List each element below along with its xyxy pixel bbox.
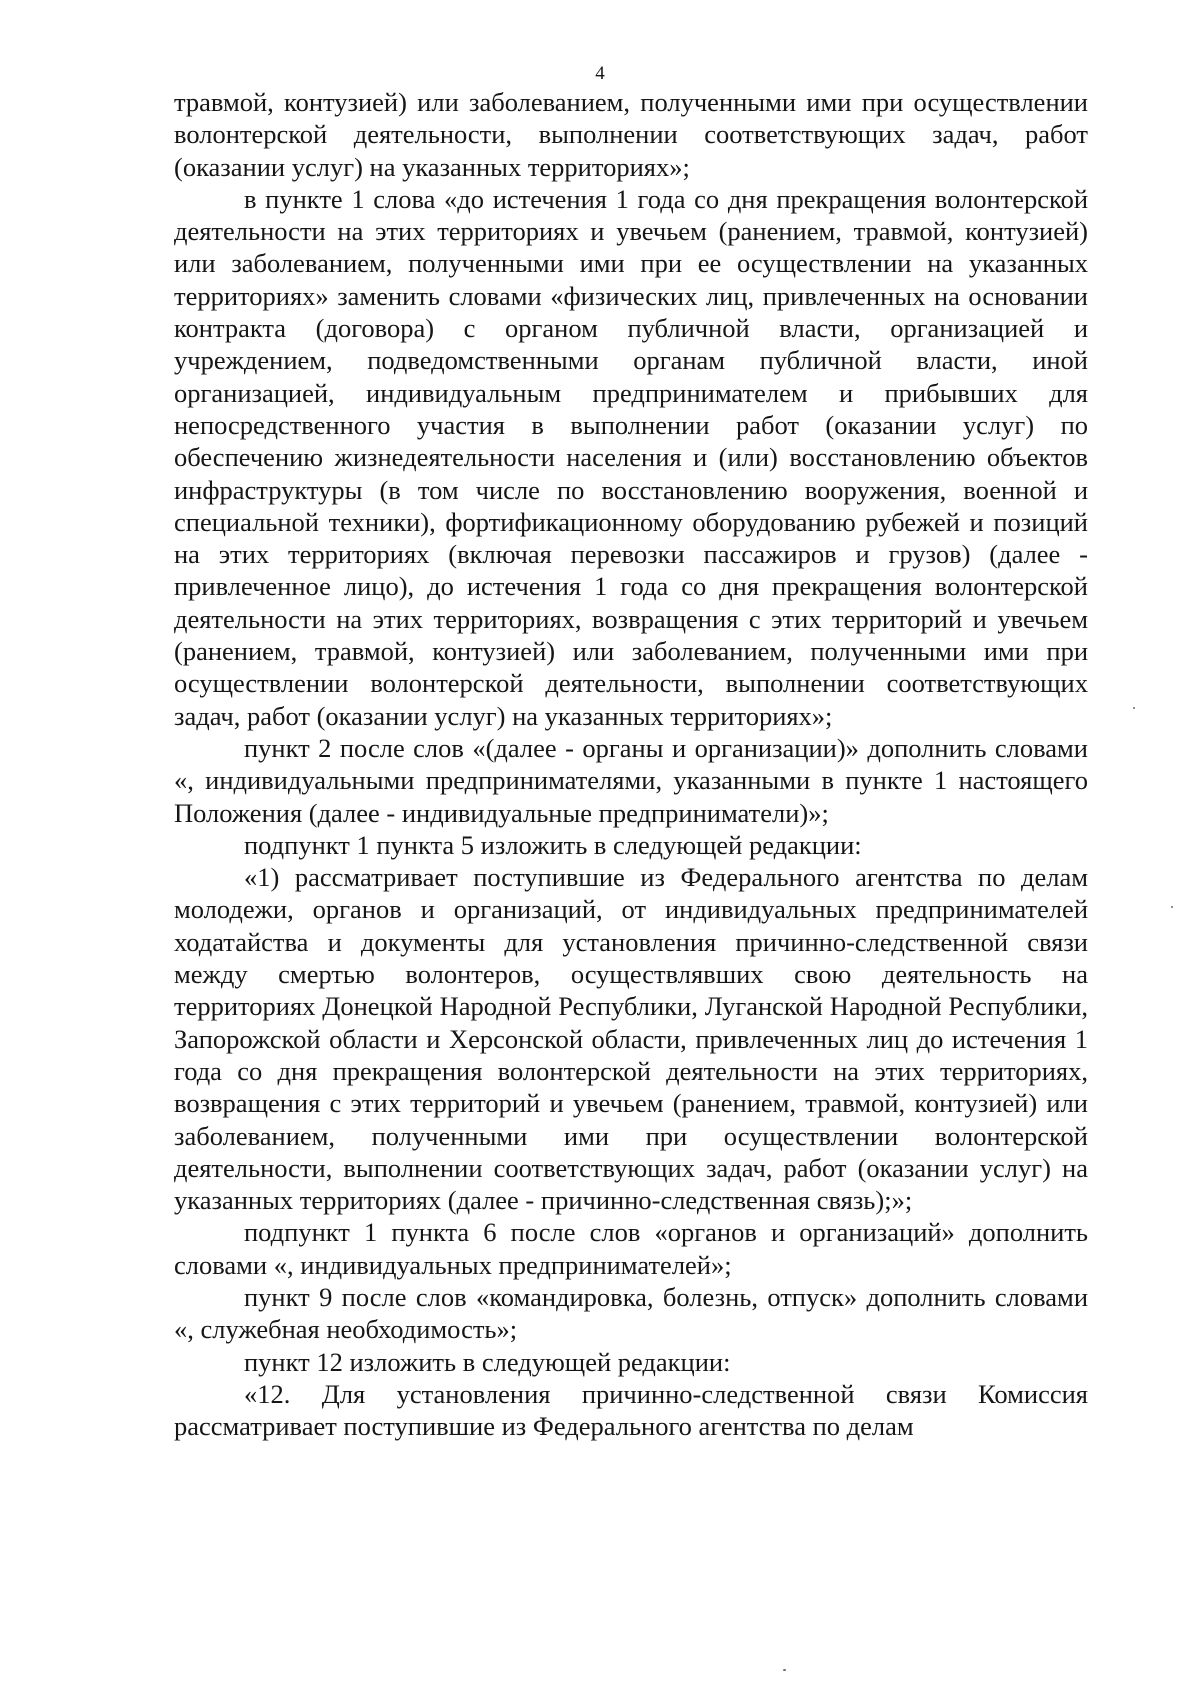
paragraph-continuation: травмой, контузией) или заболеванием, полученными ими при осуществлении волонтерской деятельности, выполнении соответствующих задач, работ (оказании услуг) на указанных территориях»; xyxy=(174,87,1088,182)
paragraph-point-9: пункт 9 после слов «командировка, болезнь, отпуск» дополнить словами «, служебная необходимость»; xyxy=(174,1281,1088,1345)
paragraph-amend-point-1: в пункте 1 слова «до истечения 1 года со дня прекращения волонтерской деятельности на этих территориях и увечьем (ранением, травмой, контузией) или заболеванием, полученными ими при ее осуществлении на указанных территориях» заменить словами «физических лиц, привлеченных на основании контракта (договора) с органом публичной власти, организацией и учреждением, подведомственными органам публичной власти, иной организацией, индивидуальным предпринимателем и прибывших для непосредственного участия в выполнении работ (оказании услуг) по обеспечению жизнедеятельности населения и (или) восстановлению объектов инфраструктуры (в том числе по восстановлению вооружения, военной и специальной техники), фортификационному оборудованию рубежей и позиций на этих территориях (включая перевозки пассажиров и грузов) (далее - привлеченное лицо), до истечения 1 года со дня прекращения волонтерской деятельности на этих территориях, возвращения с этих территорий и увечьем (ранением, травмой, контузией) или заболеванием, полученными ими при осуществлении волонтерской деятельности, выполнении соответствующих задач, работ (оказании услуг) на указанных территориях»; xyxy=(174,183,1088,731)
paragraph-subpoint-5-text: «1) рассматривает поступившие из Федерального агентства по делам молодежи, органов и организаций, от индивидуальных предпринимателей ходатайства и документы для установления причинно-следственной связи между смертью волонтеров, осуществлявших свою деятельность на территориях Донецкой Народной Республики, Луганской Народной Республики, Запорожской области и Херсонской области, привлеченных лиц до истечения 1 года со дня прекращения волонтерской деятельности на этих территориях, возвращения с этих территорий и увечьем (ранением, травмой, контузией) или заболеванием, полученными ими при осуществлении волонтерской деятельности, выполнении соответствующих задач, работ (оказании услуг) на указанных территориях (далее - причинно-следственная связь);»; xyxy=(174,862,1088,1216)
paragraph-subpoint-5-intro: подпункт 1 пункта 5 изложить в следующей редакции: xyxy=(244,829,862,860)
scan-speck xyxy=(1133,707,1135,709)
document-body xyxy=(174,86,1088,1442)
paragraph-subpoint-6: подпункт 1 пункта 6 после слов «органов и организаций» дополнить словами «, индивидуальных предпринимателей»; xyxy=(174,1217,1088,1280)
page-number: 4 xyxy=(595,63,605,84)
paragraph-point-12-intro: пункт 12 изложить в следующей редакции: xyxy=(244,1346,731,1377)
scan-speck xyxy=(1171,906,1173,908)
scan-speck xyxy=(783,1669,786,1671)
paragraph-amend-point-2: пункт 2 после слов «(далее - органы и организации)» дополнить словами «, индивидуальными предпринимателями, указанными в пункте 1 настоящего Положения (далее - индивидуальные предприниматели)»; xyxy=(174,732,1088,828)
paragraph-point-12-text: «12. Для установления причинно-следственной связи Комиссия рассматривает поступившие из Федерального агентства по делам xyxy=(174,1378,1088,1442)
